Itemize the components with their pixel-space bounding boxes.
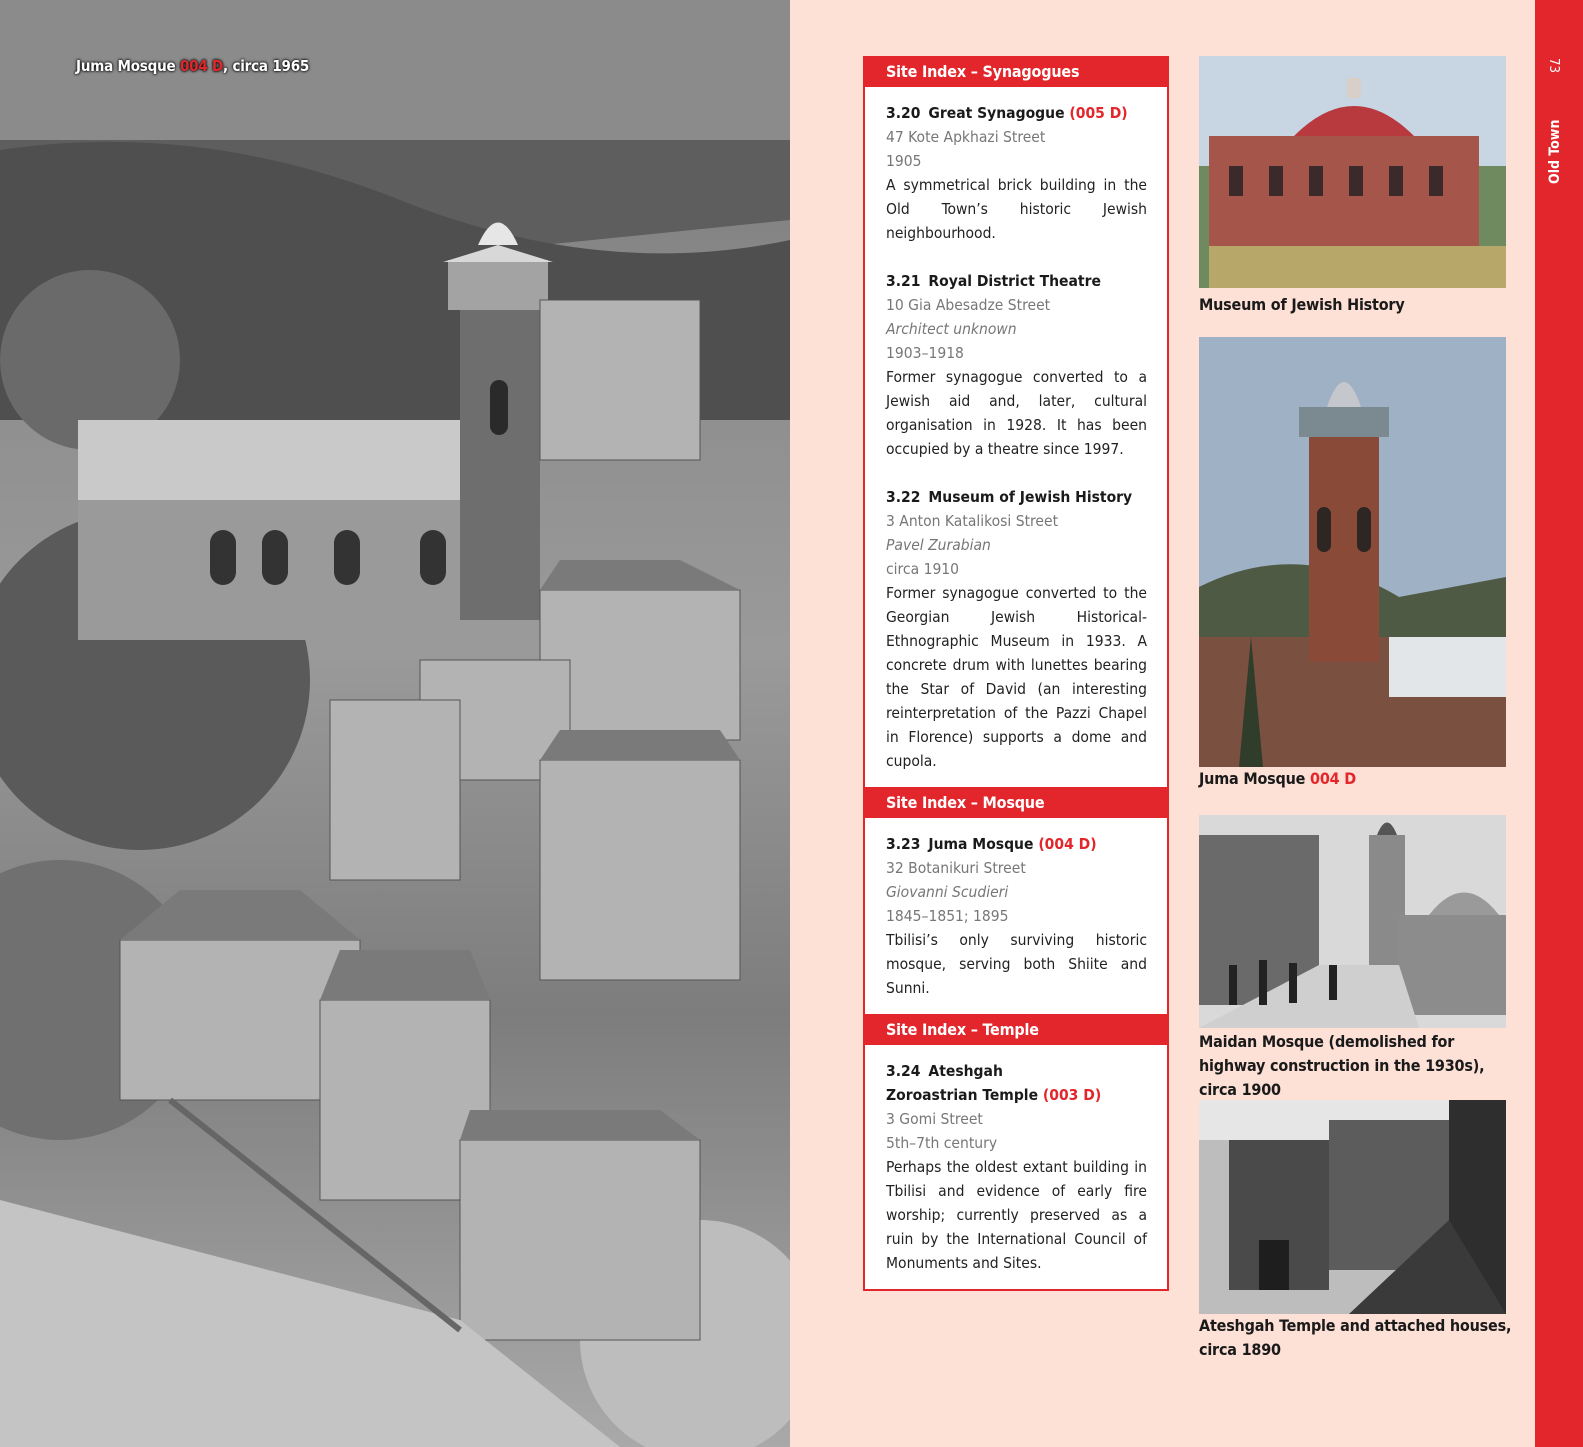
entry-address: 3 Anton Katalikosi Street [886, 512, 1059, 530]
entry-3-22 [886, 485, 1147, 773]
photo-ateshgah-temple [1199, 1100, 1506, 1314]
entry-date: 1905 [886, 152, 922, 170]
section-box-temple [863, 1045, 1169, 1291]
entry-address: 47 Kote Apkhazi Street [886, 128, 1046, 146]
entry-date: circa 1910 [886, 560, 960, 578]
photo-caption-text: Ateshgah Temple and attached houses, circa 1890 [1199, 1316, 1512, 1359]
photo-caption-ref: 004 D [1310, 769, 1357, 788]
entry-name: Juma Mosque [928, 835, 1034, 853]
entry-ref: (003 D) [1042, 1086, 1102, 1104]
entry-ref: (004 D) [1038, 835, 1097, 853]
photo-caption-3 [1199, 1030, 1519, 1102]
entry-number: 3.20 [886, 104, 921, 122]
entry-address: 3 Gomi Street [886, 1110, 983, 1128]
section-header-synagogues: Site Index – Synagogues [863, 56, 1169, 87]
photo-maidan-mosque [1199, 815, 1506, 1028]
section-tab [1535, 0, 1583, 1447]
entry-description: Perhaps the oldest extant building in Tbilisi and evidence of early fire worship; currently preserved as a ruin by the International Council of Monuments and Sites. [886, 1158, 1147, 1272]
entry-description: A symmetrical brick building in the Old Town’s historic Jewish neighbourhood. [886, 176, 1147, 242]
photo-caption-text: Juma Mosque [1199, 769, 1306, 788]
section-box-synagogues [863, 87, 1169, 787]
entry-name: Museum of Jewish History [928, 488, 1133, 506]
entry-date: 5th–7th century [886, 1134, 998, 1152]
entry-title [886, 832, 1147, 856]
site-index-column [863, 56, 1169, 1291]
entry-date: 1903–1918 [886, 344, 964, 362]
section-header-mosque: Site Index – Mosque [863, 787, 1169, 818]
old-town-photo-illustration [0, 0, 790, 1447]
entry-3-23 [886, 832, 1147, 1000]
main-photo [0, 0, 790, 1447]
entry-architect: Architect unknown [886, 320, 1017, 338]
entry-description: Tbilisi’s only surviving historic mosque, serving both Shiite and Sunni. [886, 931, 1147, 997]
photo-caption-2 [1199, 767, 1519, 791]
entry-title-line2 [886, 1083, 1147, 1107]
entry-name: Zoroastrian Temple [886, 1086, 1039, 1104]
photo-caption-suffix: , circa 1965 [223, 57, 310, 75]
entry-3-21 [886, 269, 1147, 461]
entry-number: 3.24 [886, 1062, 921, 1080]
photo-museum-jewish-history [1199, 56, 1506, 288]
photo-caption-ref: 004 D [179, 57, 224, 75]
entry-title [886, 269, 1147, 293]
entry-3-24 [886, 1059, 1147, 1275]
entry-address: 10 Gia Abesadze Street [886, 296, 1051, 314]
entry-description: Former synagogue converted to the Georgian Jewish Historical-Ethnographic Museum in 1933. A concrete drum with lunettes bearing the Star of David (an interesting reinterpretation of the Pazzi Chapel in Florence) supports a dome and cupola. [886, 584, 1147, 770]
photo-caption-4 [1199, 1314, 1519, 1362]
entry-title [886, 101, 1147, 125]
photo-caption-name: Juma Mosque [76, 57, 176, 75]
entry-description: Former synagogue converted to a Jewish aid and, later, cultural organisation in 1928. It has been occupied by a theatre since 1997. [886, 368, 1147, 458]
page-number: 73 [1546, 58, 1561, 73]
photo-juma-mosque [1199, 337, 1506, 767]
photo-caption-text: Museum of Jewish History [1199, 295, 1405, 314]
entry-title [886, 1059, 1147, 1083]
entry-name-line1: Ateshgah [928, 1062, 1003, 1080]
section-header-temple: Site Index – Temple [863, 1014, 1169, 1045]
entry-name: Great Synagogue [928, 104, 1065, 122]
entry-number: 3.23 [886, 835, 921, 853]
photo-caption-1 [1199, 293, 1519, 317]
entry-ref: (005 D) [1069, 104, 1128, 122]
photo-caption [76, 57, 309, 75]
entry-title [886, 485, 1147, 509]
entry-3-20 [886, 101, 1147, 245]
photo-caption-text: Maidan Mosque (demolished for highway construction in the 1930s), circa 1900 [1199, 1032, 1485, 1099]
entry-date: 1845–1851; 1895 [886, 907, 1009, 925]
entry-architect: Pavel Zurabian [886, 536, 991, 554]
entry-number: 3.21 [886, 272, 921, 290]
section-name: Old Town [1547, 119, 1563, 184]
entry-address: 32 Botanikuri Street [886, 859, 1026, 877]
section-box-mosque [863, 818, 1169, 1014]
entry-name: Royal District Theatre [928, 272, 1101, 290]
entry-architect: Giovanni Scudieri [886, 883, 1009, 901]
entry-number: 3.22 [886, 488, 921, 506]
